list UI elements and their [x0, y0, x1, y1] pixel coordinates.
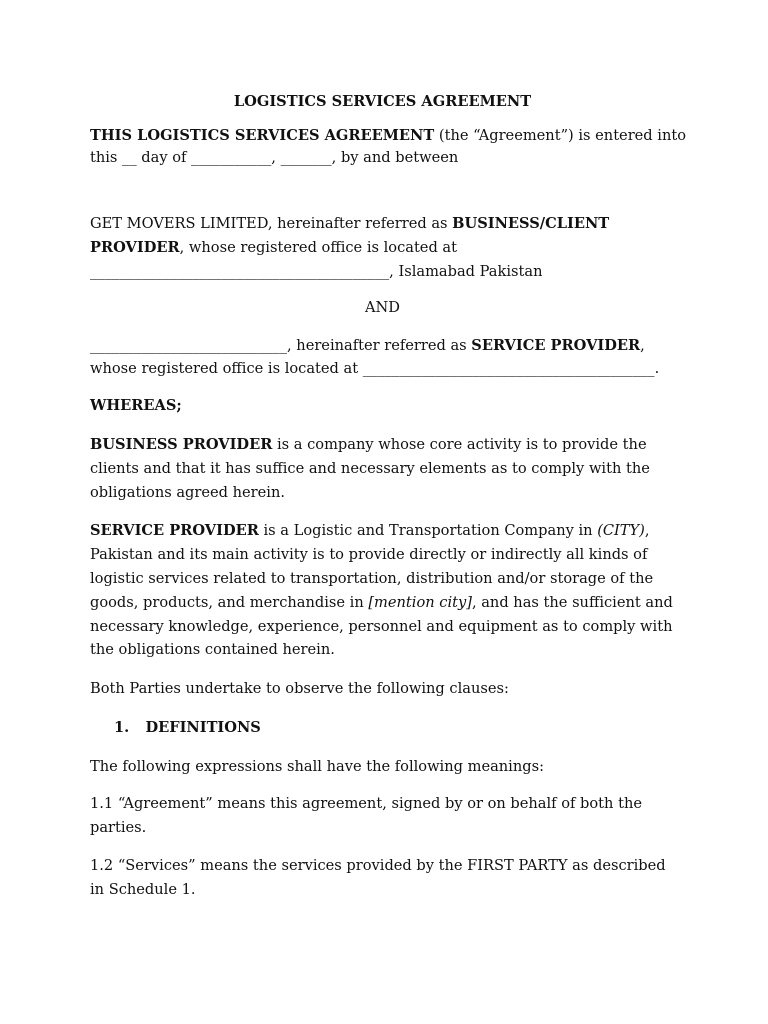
definition-1-1-line-1: 1.1 “Agreement” means this agreement, signed by or on behalf of both the	[90, 795, 642, 812]
document-title	[90, 92, 675, 112]
service-para-line-5: necessary knowledge, experience, personnel and equipment as to comply with	[90, 618, 673, 635]
party2-line-1-end: ,	[640, 337, 645, 354]
service-para-mention-city-placeholder: [mention city]	[368, 594, 472, 611]
service-para-line-6: the obligations contained herein.	[90, 641, 335, 658]
party2-line-2: whose registered office is located at ________________________________________.	[90, 360, 660, 377]
service-para-line-1	[90, 521, 650, 541]
service-para-line-2: Pakistan and its main activity is to provide directly or indirectly all kinds of	[90, 546, 648, 563]
clauses-intro: Both Parties undertake to observe the following clauses:	[90, 680, 509, 697]
party2-line-1-plain: ___________________________, hereinafter referred as	[90, 337, 472, 354]
whereas-heading	[90, 396, 182, 416]
whereas-text: WHEREAS;	[90, 397, 182, 414]
intro-line-2: this __ day of ___________, _______, by and between	[90, 149, 459, 166]
party1-line-2	[90, 238, 457, 258]
party1-line-2-plain: , whose registered office is located at	[179, 239, 457, 256]
definition-1-2-line-2: in Schedule 1.	[90, 881, 196, 898]
party1-line-3: _________________________________________, Islamabad Pakistan	[90, 263, 543, 280]
and-separator: AND	[364, 299, 400, 316]
service-para-line-3: logistic services related to transportation, distribution and/or storage of the	[90, 570, 654, 587]
business-para-line-3: obligations agreed herein.	[90, 484, 285, 501]
document-title-text: LOGISTICS SERVICES AGREEMENT	[233, 93, 532, 110]
party1-line-1-plain: GET MOVERS LIMITED, hereinafter referred as	[90, 215, 453, 232]
party2-line-1	[90, 336, 645, 356]
section-1-title: DEFINITIONS	[145, 719, 261, 736]
business-para-line-1-rest: is a company whose core activity is to provide the	[272, 436, 647, 453]
business-para-bold-lead: BUSINESS PROVIDER	[90, 436, 273, 453]
section-1-number: 1.	[114, 719, 130, 736]
business-para-line-1	[90, 435, 647, 455]
intro-bold-lead: THIS LOGISTICS SERVICES AGREEMENT	[90, 127, 435, 144]
service-para-city-placeholder: (CITY)	[597, 522, 645, 539]
service-para-bold-lead: SERVICE PROVIDER	[90, 522, 259, 539]
party2-line-1-bold: SERVICE PROVIDER	[471, 337, 641, 354]
service-para-line-4	[90, 593, 673, 613]
business-para-line-2: clients and that it has suffice and necessary elements as to comply with the	[90, 460, 650, 477]
definition-1-2-line-1: 1.2 “Services” means the services provided by the FIRST PARTY as described	[90, 857, 666, 874]
party1-line-2-bold: PROVIDER	[90, 239, 180, 256]
party1-line-1	[90, 214, 609, 234]
party1-line-1-bold: BUSINESS/CLIENT	[452, 215, 610, 232]
section-1-heading	[114, 718, 261, 738]
service-para-line-4-start: goods, products, and merchandise in	[90, 594, 369, 611]
service-para-line-1-end: ,	[644, 522, 650, 539]
definitions-intro: The following expressions shall have the following meanings:	[90, 758, 544, 775]
intro-line-1-rest: (the “Agreement”) is entered into	[434, 127, 687, 144]
definition-1-1-line-2: parties.	[90, 819, 147, 836]
service-para-line-4-end: , and has the sufficient and	[471, 594, 673, 611]
intro-line-1	[90, 126, 686, 146]
service-para-line-1-rest: is a Logistic and Transportation Company in	[258, 522, 598, 539]
